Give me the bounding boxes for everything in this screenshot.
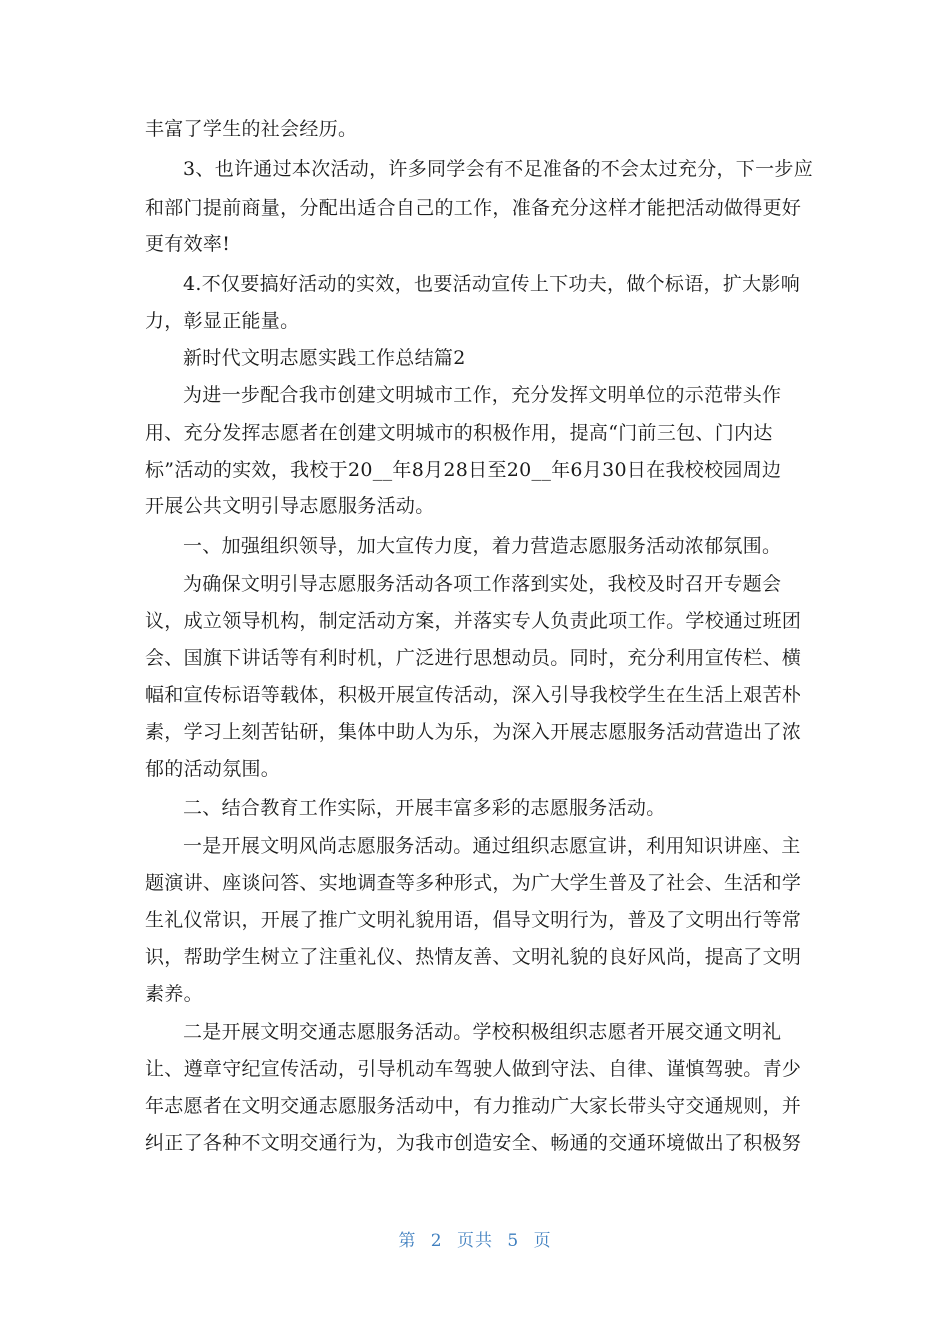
text-line: 二是开展文明交通志愿服务活动。学校积极组织志愿者开展交通文明礼	[183, 1021, 782, 1043]
text-line: 素养。	[145, 983, 203, 1005]
text-line: 年志愿者在文明交通志愿服务活动中，有力推动广大家长带头守交通规则，并	[145, 1095, 802, 1117]
text-line: 开展公共文明引导志愿服务活动。	[145, 495, 435, 517]
text-line: 力，彰显正能量。	[145, 310, 300, 332]
page-footer	[0, 1226, 950, 1251]
text-line: 用、充分发挥志愿者在创建文明城市的积极作用，提高“门前三包、门内达	[145, 422, 773, 444]
text-line: 素，学习上刻苦钻研，集体中助人为乐，为深入开展志愿服务活动营造出了浓	[145, 721, 802, 743]
text-line: 二、结合教育工作实际，开展丰富多彩的志愿服务活动。	[183, 797, 666, 819]
text-line: 议，成立领导机构，制定活动方案，并落实专人负责此项工作。学校通过班团	[145, 610, 802, 632]
text-line: 4.不仅要搞好活动的实效，也要活动宣传上下功夫，做个标语，扩大影响	[183, 273, 801, 295]
text-line: 为进一步配合我市创建文明城市工作，充分发挥文明单位的示范带头作	[183, 384, 782, 406]
text-line: 纠正了各种不文明交通行为，为我市创造安全、畅通的交通环境做出了积极努	[145, 1132, 802, 1154]
text-line: 更有效率!	[145, 233, 231, 255]
text-line: 标”活动的实效，我校于20__年8月28日至20__年6月30日在我校校园周边	[145, 459, 782, 481]
text-line: 郁的活动氛围。	[145, 758, 281, 780]
text-line: 为确保文明引导志愿服务活动各项工作落到实处，我校及时召开专题会	[183, 573, 782, 595]
text-line: 题演讲、座谈问答、实地调查等多种形式，为广大学生普及了社会、生活和学	[145, 872, 802, 894]
text-line: 识，帮助学生树立了注重礼仪、热情友善、文明礼貌的良好风尚，提高了文明	[145, 946, 802, 968]
footer-total-pages: 5	[507, 1231, 520, 1251]
footer-di: 第	[398, 1231, 417, 1251]
text-line: 会、国旗下讲话等有利时机，广泛进行思想动员。同时，充分利用宣传栏、横	[145, 647, 802, 669]
text-line: 3、也许通过本次活动，许多同学会有不足准备的不会太过充分，下一步应	[183, 158, 813, 180]
footer-page-number: 2	[430, 1231, 443, 1251]
text-line: 让、遵章守纪宣传活动，引导机动车驾驶人做到守法、自律、谨慎驾驶。青少	[145, 1058, 802, 1080]
footer-ye: 页	[533, 1231, 552, 1251]
footer-ye-gong: 页共	[457, 1231, 493, 1251]
text-line: 一是开展文明风尚志愿服务活动。通过组织志愿宣讲，利用知识讲座、主	[183, 835, 801, 857]
text-line: 生礼仪常识，开展了推广文明礼貌用语，倡导文明行为，普及了文明出行等常	[145, 909, 802, 931]
section-heading: 新时代文明志愿实践工作总结篇2	[183, 347, 466, 369]
text-line: 丰富了学生的社会经历。	[145, 118, 358, 140]
text-line: 一、加强组织领导，加大宣传力度，着力营造志愿服务活动浓郁氛围。	[183, 535, 782, 557]
text-line: 幅和宣传标语等载体，积极开展宣传活动，深入引导我校学生在生活上艰苦朴	[145, 684, 802, 706]
text-line: 和部门提前商量，分配出适合自己的工作，准备充分这样才能把活动做得更好	[145, 197, 802, 219]
